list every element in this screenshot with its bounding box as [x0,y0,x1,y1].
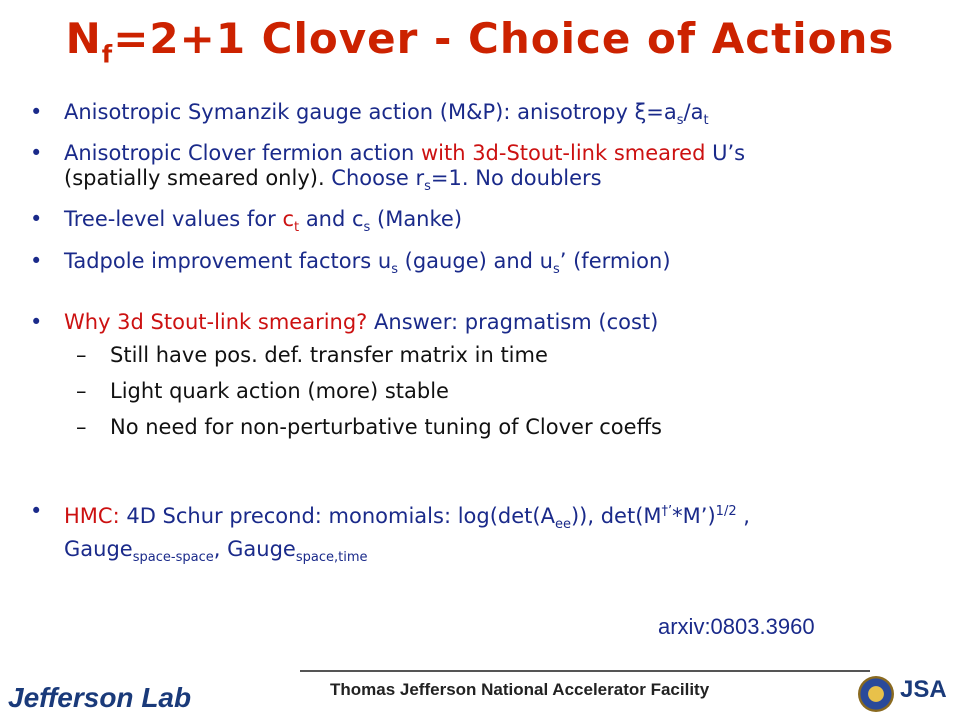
text: Anisotropic Clover fermion action [64,141,421,166]
bullet-icon: • [30,498,43,523]
text: Tree-level values for [64,207,283,232]
bullet-why-stout [28,310,938,335]
sub-item-text: No need for non-perturbative tuning of Clover coeffs [110,414,662,439]
footer-divider [300,670,870,672]
dash-icon: – [76,342,87,367]
bullet-icon: • [30,248,43,273]
dash-icon: – [76,378,87,403]
bullet-icon: • [30,207,43,232]
subscript: s [424,179,431,195]
highlight-text: Why 3d Stout-link smearing? [64,309,368,334]
jefferson-lab-logo [8,682,191,714]
xi-symbol: ξ [634,100,647,124]
highlight-text: c [282,207,295,232]
title-subscript: f [101,40,114,69]
subscript: s [552,261,560,277]
subscript: s [676,113,684,129]
text: =1. No doublers [430,166,602,191]
text: (Manke) [370,207,463,232]
subscript: space,time [295,550,368,566]
subscript: t [703,113,709,129]
subscript: s [363,220,371,236]
arxiv-reference: arxiv:0803.3960 [658,614,815,639]
sub-item [28,343,938,368]
bullet-fermion-action [28,141,938,199]
sub-item [28,379,938,404]
bullet-hmc [28,499,938,570]
bullet-tadpole [28,249,938,282]
text: Gauge [64,536,133,561]
highlight-text: with 3d-Stout-link smeared [420,141,706,166]
bullet-icon: • [30,100,43,124]
facility-name: Thomas Jefferson National Accelerator Facility [330,680,710,699]
subscript: ee [554,516,571,532]
text: U’s [705,141,746,166]
dash-icon: – [76,414,87,439]
superscript: 1/2 [715,503,737,519]
title-rest: =2+1 Clover - Choice of Actions [113,14,895,63]
text: Answer: pragmatism (cost) [367,309,659,334]
subscript: t [294,220,300,236]
text: Choose r [324,166,425,191]
footer [0,662,960,720]
slide-title [0,14,960,68]
title-n: N [65,14,102,63]
text: and c [299,207,364,232]
text: , Gauge [213,536,296,561]
bullet-tree-level [28,207,938,240]
text: Anisotropic Symanzik gauge action (M&P): anisotropy [64,100,635,124]
superscript: †’ [661,503,673,519]
subscript: space-space [132,550,214,566]
text: )), det(M [570,503,662,528]
text: =a [646,100,677,124]
text: *M’) [672,503,716,528]
subscript: s [391,261,398,277]
doe-seal-icon [858,676,894,712]
text: (gauge) and u [397,248,553,273]
text: /a [683,100,704,124]
text: ’ (fermion) [559,248,671,273]
logo-text: Jefferson Lab [8,682,192,713]
bullet-icon: • [30,309,43,334]
bullet-gauge-action [28,100,938,133]
text: , [736,503,750,528]
slide-content [28,100,938,578]
jsa-logo: JSA [900,676,947,703]
bullet-icon: • [30,141,43,166]
text: 4D Schur precond: monomials: log(det(A [119,503,555,528]
text: Tadpole improvement factors u [64,248,392,273]
sub-item [28,415,938,440]
text: (spatially smeared only). [64,166,325,191]
highlight-text: HMC: [64,503,120,528]
sub-item-text: Light quark action (more) stable [110,378,449,403]
sub-item-text: Still have pos. def. transfer matrix in time [110,342,548,367]
